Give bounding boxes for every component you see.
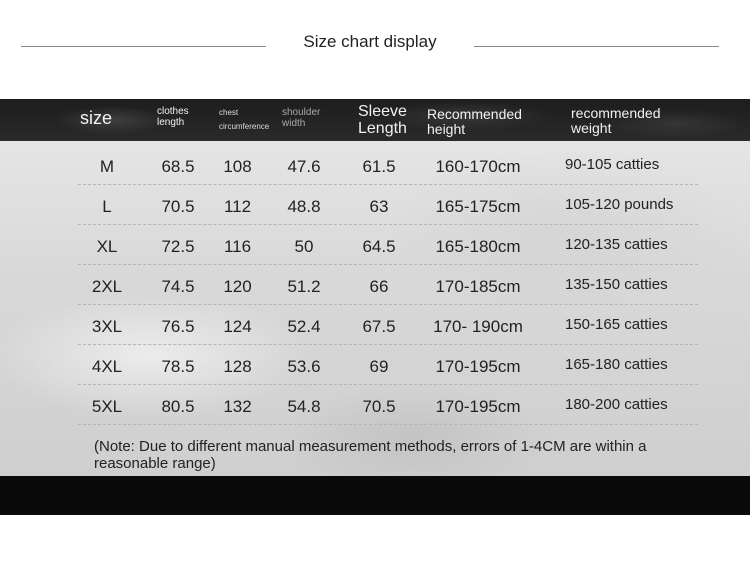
cell-sleeve: 70.5 xyxy=(362,397,396,416)
cell-shoulder: 48.8 xyxy=(287,197,321,216)
cell-clothes-length: 74.5 xyxy=(161,277,195,296)
table-row xyxy=(0,185,750,225)
table-row xyxy=(0,345,750,385)
cell-clothes-length: 76.5 xyxy=(161,317,195,336)
cell-size: 3XL xyxy=(91,317,123,336)
title-divider-right xyxy=(474,46,719,47)
cell-weight: 120-135 catties xyxy=(565,236,668,253)
cell-chest: 108 xyxy=(223,157,252,176)
cell-chest: 112 xyxy=(223,197,252,216)
size-chart xyxy=(0,99,750,476)
cell-clothes-length: 80.5 xyxy=(161,397,195,416)
cell-size: 5XL xyxy=(91,397,123,416)
cell-height: 160-170cm xyxy=(435,157,521,176)
cell-shoulder: 50 xyxy=(294,237,314,256)
cell-chest: 132 xyxy=(223,397,252,416)
table-header xyxy=(0,99,750,141)
cell-chest: 116 xyxy=(223,237,252,256)
cell-shoulder: 52.4 xyxy=(287,317,321,336)
bottom-bar xyxy=(0,476,750,515)
cell-size: 2XL xyxy=(91,277,123,296)
cell-height: 165-175cm xyxy=(435,197,521,216)
table-row xyxy=(0,225,750,265)
cell-weight: 150-165 catties xyxy=(565,316,668,333)
table-row xyxy=(0,385,750,425)
header-height: Recommended height xyxy=(427,106,522,137)
cell-clothes-length: 72.5 xyxy=(161,237,195,256)
header-clothes-length: clothes length xyxy=(157,106,189,128)
table-row xyxy=(0,265,750,305)
cell-size: 4XL xyxy=(91,357,123,376)
header-chest: chest circumference xyxy=(219,108,270,132)
cell-height: 170- 190cm xyxy=(433,317,523,336)
table-row xyxy=(0,305,750,345)
measurement-note: (Note: Due to different manual measurement methods, errors of 1-4CM are within a reasonable range) xyxy=(94,438,647,472)
cell-weight: 180-200 catties xyxy=(565,396,668,413)
cell-shoulder: 51.2 xyxy=(287,277,321,296)
cell-shoulder: 54.8 xyxy=(287,397,321,416)
cell-weight: 135-150 catties xyxy=(565,276,668,293)
cell-sleeve: 67.5 xyxy=(362,317,396,336)
cell-sleeve: 63 xyxy=(369,197,389,216)
cell-weight: 90-105 catties xyxy=(565,156,660,173)
header-shoulder: shoulder width xyxy=(282,107,321,129)
cell-shoulder: 53.6 xyxy=(287,357,321,376)
cell-shoulder: 47.6 xyxy=(287,157,321,176)
cell-height: 170-195cm xyxy=(435,397,521,416)
cell-height: 170-185cm xyxy=(435,277,521,296)
table-row xyxy=(0,145,750,185)
cell-sleeve: 64.5 xyxy=(362,237,396,256)
cell-chest: 128 xyxy=(223,357,252,376)
cell-size: L xyxy=(102,197,112,216)
cell-weight: 105-120 pounds xyxy=(565,196,674,213)
header-weight: recommended weight xyxy=(571,105,661,136)
cell-size: XL xyxy=(96,237,118,256)
cell-clothes-length: 70.5 xyxy=(161,197,195,216)
cell-weight: 165-180 catties xyxy=(565,356,668,373)
cell-size: M xyxy=(99,157,115,176)
cell-clothes-length: 68.5 xyxy=(161,157,195,176)
cell-sleeve: 66 xyxy=(369,277,389,296)
cell-height: 170-195cm xyxy=(435,357,521,376)
page-title: Size chart display xyxy=(303,32,437,51)
header-sleeve: Sleeve Length xyxy=(358,103,407,137)
cell-clothes-length: 78.5 xyxy=(161,357,195,376)
cell-chest: 120 xyxy=(223,277,252,296)
header-size: size xyxy=(80,108,113,128)
cell-sleeve: 69 xyxy=(369,357,389,376)
cell-height: 165-180cm xyxy=(435,237,521,256)
cell-chest: 124 xyxy=(223,317,252,336)
row-divider xyxy=(78,424,698,425)
title-area xyxy=(0,0,750,100)
title-divider-left xyxy=(21,46,266,47)
cell-sleeve: 61.5 xyxy=(362,157,396,176)
